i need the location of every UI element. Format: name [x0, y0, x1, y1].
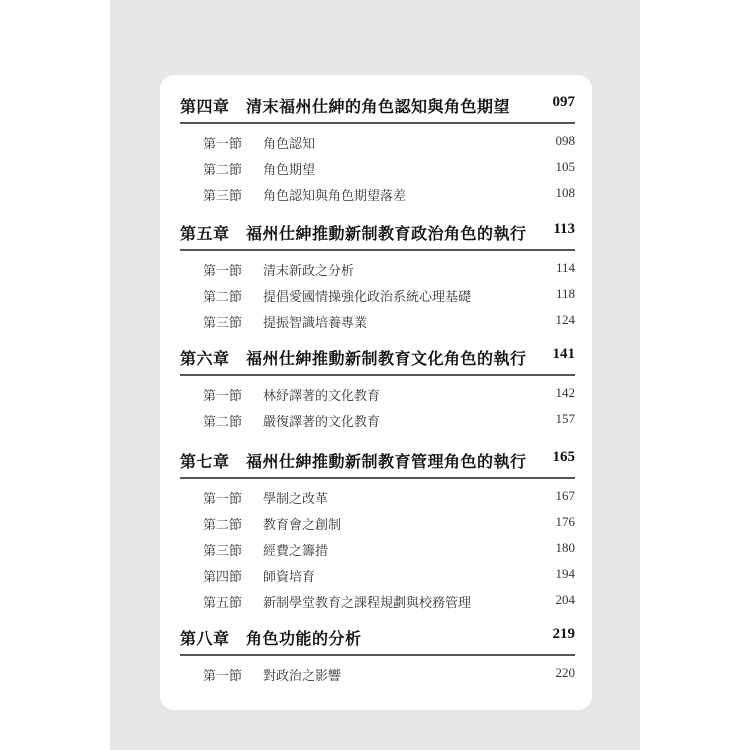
section-row: [180, 381, 575, 407]
section-number: 第三節: [203, 316, 243, 331]
chapter-page: 141: [552, 346, 575, 362]
section-page: 124: [555, 312, 575, 327]
chapter-7: [180, 447, 575, 614]
section-number: 第三節: [203, 189, 243, 204]
toc-page: [160, 75, 592, 710]
section-page: 142: [555, 385, 575, 400]
section-title: 師資培育: [263, 570, 316, 585]
chapter-number: 第五章: [180, 224, 230, 243]
section-number: 第二節: [203, 290, 243, 305]
section-row: [180, 407, 575, 433]
section-title: 提振智識培養專業: [263, 316, 368, 331]
section-page: 204: [555, 592, 575, 607]
chapter-page: 165: [552, 449, 575, 465]
section-row: [180, 661, 575, 687]
section-number: 第一節: [203, 264, 243, 279]
section-title: 教育會之創制: [263, 518, 342, 533]
section-title: 嚴復譯著的文化教育: [263, 415, 381, 430]
chapter-heading: [180, 219, 575, 251]
chapter-number: 第四章: [180, 97, 230, 116]
section-row: [180, 510, 575, 536]
chapter-number: 第六章: [180, 349, 230, 368]
section-number: 第一節: [203, 492, 243, 507]
section-title: 新制學堂教育之課程規劃與校務管理: [263, 596, 472, 611]
section-page: 194: [555, 566, 575, 581]
section-row: [180, 588, 575, 614]
chapter-number: 第八章: [180, 629, 230, 648]
chapter-8: [180, 624, 575, 687]
section-title: 角色認知: [263, 137, 316, 152]
section-title: 提倡愛國情操強化政治系統心理基礎: [263, 290, 472, 305]
section-page: 157: [555, 411, 575, 426]
section-number: 第一節: [203, 669, 243, 684]
chapter-title: 福州仕紳推動新制教育管理角色的執行: [246, 452, 527, 471]
section-number: 第二節: [203, 518, 243, 533]
chapter-page: 113: [553, 221, 575, 237]
section-title: 經費之籌措: [263, 544, 329, 559]
section-title: 角色認知與角色期望落差: [263, 189, 407, 204]
chapter-heading: [180, 624, 575, 656]
section-page: 114: [555, 260, 575, 275]
section-page: 176: [555, 514, 575, 529]
section-row: [180, 129, 575, 155]
section-row: [180, 256, 575, 282]
section-number: 第一節: [203, 389, 243, 404]
section-number: 第二節: [203, 415, 243, 430]
chapter-5: [180, 219, 575, 334]
section-title: 清末新政之分析: [263, 264, 355, 279]
section-title: 林紓譯著的文化教育: [263, 389, 381, 404]
section-row: [180, 484, 575, 510]
section-page: 180: [555, 540, 575, 555]
section-page: 167: [555, 488, 575, 503]
section-page: 108: [555, 185, 575, 200]
section-row: [180, 308, 575, 334]
chapter-4: [180, 92, 575, 207]
chapter-title: 清末福州仕紳的角色認知與角色期望: [246, 97, 511, 116]
section-row: [180, 181, 575, 207]
chapter-page: 097: [552, 94, 575, 110]
chapter-page: 219: [552, 626, 575, 642]
chapter-6: [180, 344, 575, 433]
section-page: 098: [555, 133, 575, 148]
chapter-title: 福州仕紳推動新制教育文化角色的執行: [246, 349, 527, 368]
section-row: [180, 536, 575, 562]
chapter-number: 第七章: [180, 452, 230, 471]
section-row: [180, 155, 575, 181]
chapter-heading: [180, 447, 575, 479]
chapter-heading: [180, 344, 575, 376]
section-title: 對政治之影響: [263, 669, 342, 684]
section-title: 角色期望: [263, 163, 316, 178]
chapter-title: 福州仕紳推動新制教育政治角色的執行: [246, 224, 527, 243]
section-row: [180, 282, 575, 308]
section-page: 105: [555, 159, 575, 174]
section-number: 第三節: [203, 544, 243, 559]
chapter-heading: [180, 92, 575, 124]
chapter-title: 角色功能的分析: [246, 629, 362, 648]
section-title: 學制之改革: [263, 492, 329, 507]
section-number: 第四節: [203, 570, 243, 585]
section-number: 第二節: [203, 163, 243, 178]
section-page: 220: [555, 665, 575, 680]
section-number: 第一節: [203, 137, 243, 152]
section-number: 第五節: [203, 596, 243, 611]
section-page: 118: [555, 286, 575, 301]
section-row: [180, 562, 575, 588]
